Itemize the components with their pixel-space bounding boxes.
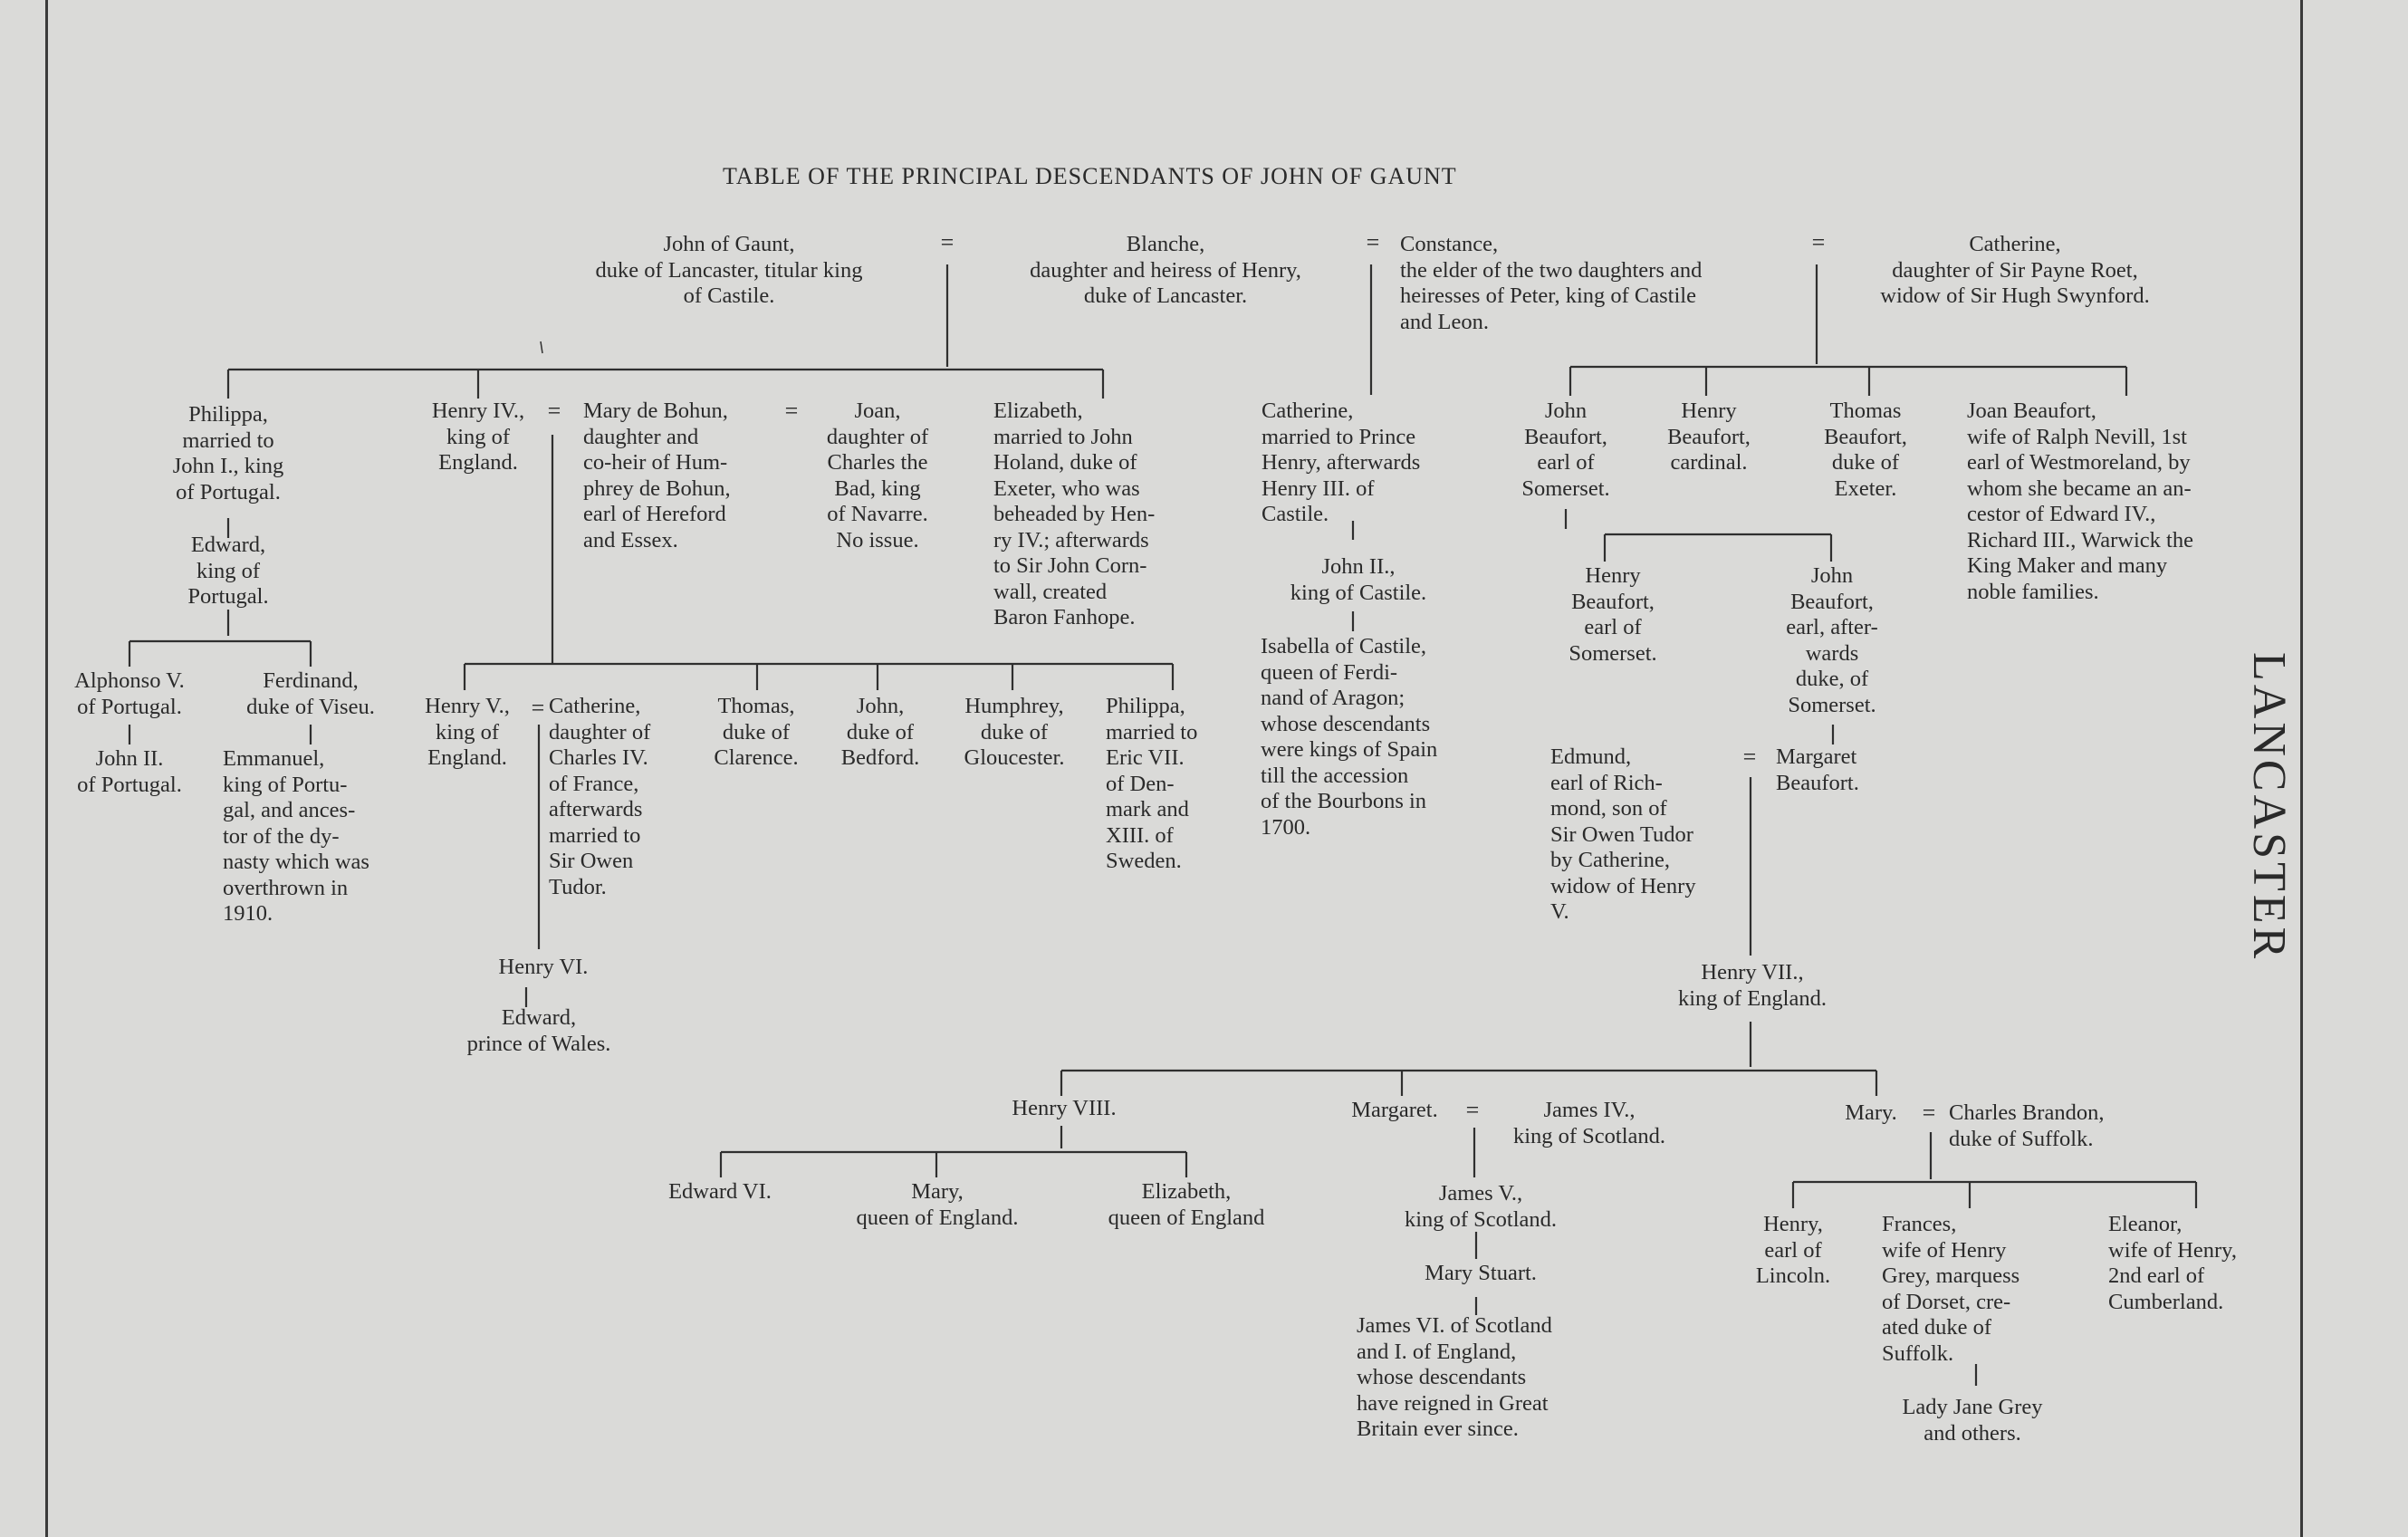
marriage-sign: =: [547, 398, 561, 424]
person-emmanuel: Emmanuel, king of Portu- gal, and ances- tor of the dy- nasty which was overthrown in 1910.: [223, 746, 369, 926]
marriage-sign: =: [1811, 229, 1826, 255]
person-henry-vi: Henry VI.: [498, 955, 589, 979]
marriage-sign: =: [784, 398, 799, 424]
person-mary-i: Mary, queen of England.: [856, 1179, 1019, 1230]
person-edward-of-portugal: Edward, king of Portugal.: [187, 533, 269, 609]
person-henry-v: Henry V., king of England.: [425, 694, 510, 770]
person-humphrey-gloucester: Humphrey, duke of Gloucester.: [964, 694, 1065, 770]
person-james-v: James V., king of Scotland.: [1404, 1181, 1558, 1232]
marriage-sign: =: [1742, 744, 1757, 770]
side-running-title: LANCASTER: [2243, 652, 2295, 963]
person-catherine-roet: Catherine, daughter of Sir Payne Roet, widow of Sir Hugh Swynford.: [1880, 232, 2150, 308]
marriage-sign: =: [1366, 229, 1380, 255]
person-joan-of-navarre: Joan, daughter of Charles the Bad, king of Navarre. No issue.: [826, 399, 929, 552]
person-john-ii-castile: John II., king of Castile.: [1290, 554, 1427, 605]
person-philippa-of-sweden: Philippa, married to Eric VII. of Den- mark and XIII. of Sweden.: [1106, 694, 1198, 873]
marriage-sign: =: [940, 229, 955, 255]
table-title: TABLE OF THE PRINCIPAL DESCENDANTS OF JOHN OF GAUNT: [723, 163, 1457, 189]
person-john-beaufort-duke: John Beaufort, earl, after- wards duke, of Somerset.: [1786, 563, 1878, 717]
person-edward-vi: Edward VI.: [668, 1179, 772, 1204]
person-margaret-beaufort: Margaret Beaufort.: [1776, 744, 1859, 795]
person-ferdinand: Ferdinand, duke of Viseu.: [246, 668, 375, 719]
person-john-of-gaunt: John of Gaunt, duke of Lancaster, titular king of Castile.: [595, 232, 863, 308]
person-thomas-clarence: Thomas, duke of Clarence.: [714, 694, 799, 770]
person-alphonso-v: Alphonso V. of Portugal.: [74, 668, 185, 719]
person-lady-jane-grey: Lady Jane Grey and others.: [1902, 1395, 2043, 1446]
person-elizabeth-holand: Elizabeth, married to John Holand, duke of Exeter, who was beheaded by Hen- ry IV.; afterwards to Sir John Corn- wall, created Baron Fanhope.: [993, 399, 1156, 629]
person-margaret-tudor: Margaret.: [1351, 1098, 1438, 1122]
person-henry-iv: Henry IV., king of England.: [431, 399, 525, 475]
person-henry-vii: Henry VII., king of England.: [1678, 960, 1827, 1011]
marriage-sign: =: [531, 695, 545, 721]
person-edward-prince-of-wales: Edward, prince of Wales.: [466, 1005, 611, 1056]
person-mary-de-bohun: Mary de Bohun, daughter and co-heir of Hum- phrey de Bohun, earl of Hereford and Essex.: [583, 399, 731, 552]
marriage-sign: =: [1922, 1100, 1936, 1126]
person-blanche: Blanche, daughter and heiress of Henry, duke of Lancaster.: [1030, 232, 1301, 308]
person-eleanor: Eleanor, wife of Henry, 2nd earl of Cumberland.: [2108, 1212, 2237, 1314]
person-mary-tudor: Mary.: [1845, 1100, 1897, 1125]
person-henry-beaufort-earl: Henry Beaufort, earl of Somerset.: [1569, 563, 1657, 666]
person-constance: Constance, the elder of the two daughters and heiresses of Peter, king of Castile and Leon.: [1400, 232, 1703, 334]
person-elizabeth-i: Elizabeth, queen of England: [1108, 1179, 1265, 1230]
person-john-beaufort: John Beaufort, earl of Somerset.: [1521, 399, 1610, 501]
person-henry-beaufort-cardinal: Henry Beaufort, cardinal.: [1667, 399, 1751, 475]
person-james-iv: James IV., king of Scotland.: [1512, 1098, 1666, 1148]
person-catherine-of-castile: Catherine, married to Prince Henry, afterwards Henry III. of Castile.: [1262, 399, 1421, 526]
person-thomas-beaufort: Thomas Beaufort, duke of Exeter.: [1824, 399, 1907, 501]
person-philippa: Philippa, married to John I., king of Portugal.: [172, 402, 284, 504]
person-joan-beaufort: Joan Beaufort, wife of Ralph Nevill, 1st earl of Westmoreland, by whom she became an an- cestor of Edward IV., Richard III., Warwick the King Maker and many noble families.: [1967, 399, 2193, 604]
person-henry-viii: Henry VIII.: [1012, 1096, 1117, 1120]
person-catherine-of-france: Catherine, daughter of Charles IV. of France, afterwards married to Sir Owen Tudor.: [549, 694, 651, 899]
person-frances-grey: Frances, wife of Henry Grey, marquess of Dorset, cre- ated duke of Suffolk.: [1882, 1212, 2020, 1366]
person-charles-brandon: Charles Brandon, duke of Suffolk.: [1949, 1100, 2105, 1151]
person-james-vi: James VI. of Scotland and I. of England, whose descendants have reigned in Great Britain ever since.: [1357, 1313, 1552, 1441]
marriage-sign: =: [1465, 1097, 1480, 1123]
person-henry-earl-of-lincoln: Henry, earl of Lincoln.: [1755, 1212, 1831, 1288]
person-isabella-of-castile: Isabella of Castile, queen of Ferdi- nand of Aragon; whose descendants were kings of Spain till the accession of the Bourbons in 1700.: [1261, 634, 1438, 840]
person-mary-stuart: Mary Stuart.: [1425, 1261, 1537, 1285]
person-john-ii-portugal: John II. of Portugal.: [77, 746, 182, 797]
person-edmund-tudor: Edmund, earl of Rich- mond, son of Sir Owen Tudor by Catherine, widow of Henry V.: [1550, 744, 1696, 924]
person-john-bedford: John, duke of Bedford.: [840, 694, 920, 770]
